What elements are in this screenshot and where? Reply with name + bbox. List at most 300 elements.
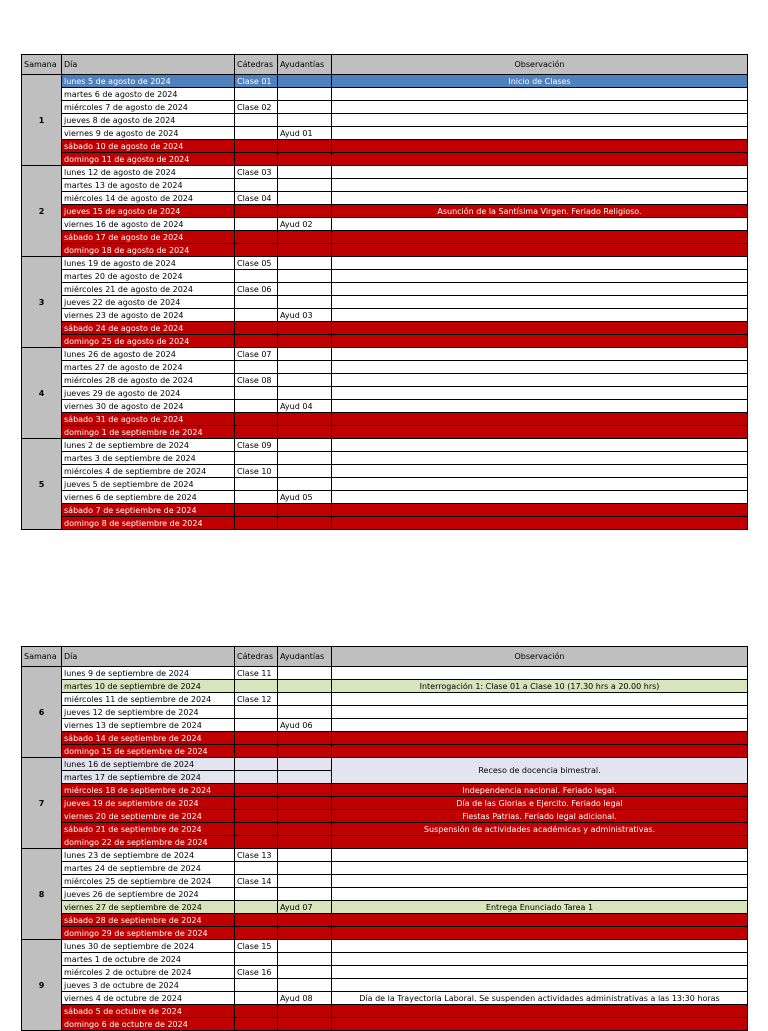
ayudantia-cell bbox=[278, 153, 332, 166]
catedra-cell: Clase 15 bbox=[235, 940, 278, 953]
ayudantia-cell: Ayud 08 bbox=[278, 992, 332, 1005]
day-cell: miércoles 14 de agosto de 2024 bbox=[62, 192, 235, 205]
day-cell: miércoles 25 de septiembre de 2024 bbox=[62, 875, 235, 888]
day-cell: lunes 12 de agosto de 2024 bbox=[62, 166, 235, 179]
observacion-cell bbox=[332, 478, 748, 491]
ayudantia-cell bbox=[278, 231, 332, 244]
ayudantia-cell bbox=[278, 680, 332, 693]
ayudantia-cell bbox=[278, 1018, 332, 1031]
day-cell: jueves 15 de agosto de 2024 bbox=[62, 205, 235, 218]
observacion-cell bbox=[332, 836, 748, 849]
day-cell: sábado 31 de agosto de 2024 bbox=[62, 413, 235, 426]
table-row bbox=[22, 114, 748, 127]
catedra-cell bbox=[235, 140, 278, 153]
observacion-cell bbox=[332, 719, 748, 732]
table-row bbox=[22, 758, 748, 771]
observacion-cell bbox=[332, 387, 748, 400]
table-row bbox=[22, 153, 748, 166]
observacion-cell bbox=[332, 927, 748, 940]
catedra-cell bbox=[235, 335, 278, 348]
catedra-cell bbox=[235, 836, 278, 849]
observacion-cell bbox=[332, 504, 748, 517]
day-cell: miércoles 21 de agosto de 2024 bbox=[62, 283, 235, 296]
ayudantia-cell bbox=[278, 283, 332, 296]
observacion-cell bbox=[332, 231, 748, 244]
catedra-cell bbox=[235, 504, 278, 517]
ayudantia-cell bbox=[278, 322, 332, 335]
table-row bbox=[22, 439, 748, 452]
table-row bbox=[22, 966, 748, 979]
catedra-cell bbox=[235, 153, 278, 166]
day-cell: domingo 18 de agosto de 2024 bbox=[62, 244, 235, 257]
catedra-cell: Clase 03 bbox=[235, 166, 278, 179]
catedra-cell bbox=[235, 231, 278, 244]
ayudantia-cell bbox=[278, 335, 332, 348]
catedra-cell bbox=[235, 179, 278, 192]
observacion-cell bbox=[332, 257, 748, 270]
ayudantia-cell bbox=[278, 797, 332, 810]
ayudantia-cell bbox=[278, 257, 332, 270]
ayudantia-cell bbox=[278, 348, 332, 361]
catedra-cell bbox=[235, 732, 278, 745]
ayudantia-cell bbox=[278, 478, 332, 491]
catedra-cell bbox=[235, 114, 278, 127]
header-semana: Samana bbox=[22, 647, 62, 667]
day-cell: martes 1 de octubre de 2024 bbox=[62, 953, 235, 966]
table-row bbox=[22, 426, 748, 439]
observacion-cell bbox=[332, 400, 748, 413]
table-row bbox=[22, 335, 748, 348]
ayudantia-cell bbox=[278, 270, 332, 283]
header-catedras: Cátedras bbox=[235, 647, 278, 667]
day-cell: lunes 30 de septiembre de 2024 bbox=[62, 940, 235, 953]
ayudantia-cell bbox=[278, 517, 332, 530]
table-row bbox=[22, 348, 748, 361]
observacion-cell bbox=[332, 439, 748, 452]
table-row bbox=[22, 231, 748, 244]
ayudantia-cell bbox=[278, 452, 332, 465]
day-cell: jueves 22 de agosto de 2024 bbox=[62, 296, 235, 309]
ayudantia-cell bbox=[278, 140, 332, 153]
observacion-cell: Asunción de la Santísima Virgen. Feriado Religioso. bbox=[332, 205, 748, 218]
observacion-cell bbox=[332, 966, 748, 979]
header-row bbox=[22, 55, 748, 75]
catedra-cell bbox=[235, 88, 278, 101]
observacion-cell bbox=[332, 693, 748, 706]
day-cell: jueves 26 de septiembre de 2024 bbox=[62, 888, 235, 901]
day-cell: martes 24 de septiembre de 2024 bbox=[62, 862, 235, 875]
day-cell: miércoles 28 de agosto de 2024 bbox=[62, 374, 235, 387]
table-row bbox=[22, 784, 748, 797]
table-row bbox=[22, 88, 748, 101]
observacion-cell bbox=[332, 888, 748, 901]
table-row bbox=[22, 491, 748, 504]
day-cell: lunes 19 de agosto de 2024 bbox=[62, 257, 235, 270]
table-row bbox=[22, 849, 748, 862]
header-semana: Samana bbox=[22, 55, 62, 75]
catedra-cell bbox=[235, 979, 278, 992]
table-row bbox=[22, 862, 748, 875]
catedra-cell bbox=[235, 205, 278, 218]
ayudantia-cell bbox=[278, 875, 332, 888]
day-cell: jueves 3 de octubre de 2024 bbox=[62, 979, 235, 992]
catedra-cell: Clase 14 bbox=[235, 875, 278, 888]
ayudantia-cell bbox=[278, 244, 332, 257]
catedra-cell bbox=[235, 127, 278, 140]
day-cell: domingo 22 de septiembre de 2024 bbox=[62, 836, 235, 849]
catedra-cell: Clase 11 bbox=[235, 667, 278, 680]
ayudantia-cell bbox=[278, 849, 332, 862]
table-row bbox=[22, 927, 748, 940]
table-row bbox=[22, 992, 748, 1005]
table-row bbox=[22, 836, 748, 849]
week-number: 4 bbox=[22, 348, 62, 439]
day-cell: lunes 5 de agosto de 2024 bbox=[62, 75, 235, 88]
table-row bbox=[22, 797, 748, 810]
catedra-cell bbox=[235, 823, 278, 836]
table-row bbox=[22, 452, 748, 465]
catedra-cell bbox=[235, 758, 278, 771]
day-cell: jueves 8 de agosto de 2024 bbox=[62, 114, 235, 127]
catedra-cell bbox=[235, 927, 278, 940]
observacion-cell bbox=[332, 979, 748, 992]
ayudantia-cell bbox=[278, 361, 332, 374]
catedra-cell bbox=[235, 452, 278, 465]
day-cell: viernes 6 de septiembre de 2024 bbox=[62, 491, 235, 504]
catedra-cell bbox=[235, 309, 278, 322]
table-row bbox=[22, 1005, 748, 1018]
catedra-cell bbox=[235, 426, 278, 439]
catedra-cell: Clase 02 bbox=[235, 101, 278, 114]
day-cell: martes 3 de septiembre de 2024 bbox=[62, 452, 235, 465]
day-cell: miércoles 2 de octubre de 2024 bbox=[62, 966, 235, 979]
observacion-cell bbox=[332, 491, 748, 504]
day-cell: domingo 25 de agosto de 2024 bbox=[62, 335, 235, 348]
catedra-cell: Clase 06 bbox=[235, 283, 278, 296]
observacion-cell bbox=[332, 875, 748, 888]
observacion-cell bbox=[332, 309, 748, 322]
catedra-cell bbox=[235, 797, 278, 810]
catedra-cell: Clase 05 bbox=[235, 257, 278, 270]
observacion-cell: Independencia nacional. Feriado legal. bbox=[332, 784, 748, 797]
catedra-cell bbox=[235, 387, 278, 400]
day-cell: martes 13 de agosto de 2024 bbox=[62, 179, 235, 192]
table-row bbox=[22, 244, 748, 257]
observacion-cell bbox=[332, 452, 748, 465]
observacion-cell bbox=[332, 849, 748, 862]
ayudantia-cell bbox=[278, 771, 332, 784]
table-row bbox=[22, 693, 748, 706]
ayudantia-cell bbox=[278, 836, 332, 849]
catedra-cell: Clase 16 bbox=[235, 966, 278, 979]
observacion-cell bbox=[332, 335, 748, 348]
table-row bbox=[22, 1018, 748, 1031]
catedra-cell bbox=[235, 517, 278, 530]
table-row bbox=[22, 127, 748, 140]
table-row bbox=[22, 166, 748, 179]
table-row bbox=[22, 283, 748, 296]
observacion-cell: Inicio de Clases bbox=[332, 75, 748, 88]
day-cell: lunes 26 de agosto de 2024 bbox=[62, 348, 235, 361]
catedra-cell bbox=[235, 400, 278, 413]
catedra-cell: Clase 01 bbox=[235, 75, 278, 88]
day-cell: lunes 9 de septiembre de 2024 bbox=[62, 667, 235, 680]
catedra-cell: Clase 07 bbox=[235, 348, 278, 361]
table-row bbox=[22, 478, 748, 491]
table-row bbox=[22, 914, 748, 927]
catedra-cell: Clase 10 bbox=[235, 465, 278, 478]
catedra-cell: Clase 09 bbox=[235, 439, 278, 452]
day-cell: jueves 12 de septiembre de 2024 bbox=[62, 706, 235, 719]
catedra-cell: Clase 13 bbox=[235, 849, 278, 862]
table-row bbox=[22, 361, 748, 374]
observacion-cell bbox=[332, 914, 748, 927]
ayudantia-cell bbox=[278, 927, 332, 940]
observacion-cell bbox=[332, 296, 748, 309]
table-row bbox=[22, 101, 748, 114]
observacion-cell bbox=[332, 1018, 748, 1031]
observacion-cell bbox=[332, 88, 748, 101]
week-number: 9 bbox=[22, 940, 62, 1031]
header-dia: Día bbox=[62, 647, 235, 667]
ayudantia-cell: Ayud 04 bbox=[278, 400, 332, 413]
catedra-cell bbox=[235, 784, 278, 797]
catedra-cell bbox=[235, 296, 278, 309]
table-row bbox=[22, 257, 748, 270]
day-cell: domingo 15 de septiembre de 2024 bbox=[62, 745, 235, 758]
observacion-cell: Receso de docencia bimestral. bbox=[332, 758, 748, 784]
ayudantia-cell bbox=[278, 758, 332, 771]
day-cell: jueves 19 de septiembre de 2024 bbox=[62, 797, 235, 810]
observacion-cell bbox=[332, 667, 748, 680]
catedra-cell bbox=[235, 1005, 278, 1018]
catedra-cell bbox=[235, 270, 278, 283]
catedra-cell: Clase 04 bbox=[235, 192, 278, 205]
table-row bbox=[22, 953, 748, 966]
table-row bbox=[22, 75, 748, 88]
table-row bbox=[22, 745, 748, 758]
ayudantia-cell bbox=[278, 101, 332, 114]
catedra-cell bbox=[235, 745, 278, 758]
table-row bbox=[22, 322, 748, 335]
table-row bbox=[22, 270, 748, 283]
table-row bbox=[22, 218, 748, 231]
observacion-cell: Fiestas Patrias. Feriado legal adicional. bbox=[332, 810, 748, 823]
day-cell: jueves 29 de agosto de 2024 bbox=[62, 387, 235, 400]
ayudantia-cell: Ayud 01 bbox=[278, 127, 332, 140]
observacion-cell bbox=[332, 166, 748, 179]
observacion-cell bbox=[332, 114, 748, 127]
day-cell: viernes 16 de agosto de 2024 bbox=[62, 218, 235, 231]
day-cell: sábado 14 de septiembre de 2024 bbox=[62, 732, 235, 745]
day-cell: viernes 20 de septiembre de 2024 bbox=[62, 810, 235, 823]
observacion-cell bbox=[332, 745, 748, 758]
day-cell: sábado 21 de septiembre de 2024 bbox=[62, 823, 235, 836]
table-row bbox=[22, 719, 748, 732]
ayudantia-cell bbox=[278, 88, 332, 101]
day-cell: viernes 4 de octubre de 2024 bbox=[62, 992, 235, 1005]
ayudantia-cell bbox=[278, 504, 332, 517]
day-cell: viernes 9 de agosto de 2024 bbox=[62, 127, 235, 140]
day-cell: martes 27 de agosto de 2024 bbox=[62, 361, 235, 374]
day-cell: domingo 11 de agosto de 2024 bbox=[62, 153, 235, 166]
week-number: 8 bbox=[22, 849, 62, 940]
header-catedras: Cátedras bbox=[235, 55, 278, 75]
week-number: 3 bbox=[22, 257, 62, 348]
header-ayudantias: Ayudantías bbox=[278, 55, 332, 75]
observacion-cell: Interrogación 1: Clase 01 a Clase 10 (17.30 hrs a 20.00 hrs) bbox=[332, 680, 748, 693]
ayudantia-cell bbox=[278, 940, 332, 953]
day-cell: domingo 8 de septiembre de 2024 bbox=[62, 517, 235, 530]
observacion-cell bbox=[332, 465, 748, 478]
header-observacion: Observación bbox=[332, 647, 748, 667]
day-cell: domingo 6 de octubre de 2024 bbox=[62, 1018, 235, 1031]
table-row bbox=[22, 901, 748, 914]
ayudantia-cell bbox=[278, 862, 332, 875]
ayudantia-cell bbox=[278, 426, 332, 439]
day-cell: sábado 10 de agosto de 2024 bbox=[62, 140, 235, 153]
header-row bbox=[22, 647, 748, 667]
ayudantia-cell bbox=[278, 114, 332, 127]
week-number: 6 bbox=[22, 667, 62, 758]
table-row bbox=[22, 296, 748, 309]
day-cell: sábado 17 de agosto de 2024 bbox=[62, 231, 235, 244]
table-row bbox=[22, 875, 748, 888]
observacion-cell: Suspensión de actividades académicas y administrativas. bbox=[332, 823, 748, 836]
catedra-cell bbox=[235, 218, 278, 231]
catedra-cell bbox=[235, 810, 278, 823]
observacion-cell bbox=[332, 1005, 748, 1018]
day-cell: miércoles 18 de septiembre de 2024 bbox=[62, 784, 235, 797]
observacion-cell bbox=[332, 192, 748, 205]
observacion-cell bbox=[332, 374, 748, 387]
catedra-cell bbox=[235, 914, 278, 927]
calendar-table-2 bbox=[21, 646, 748, 1031]
table-row bbox=[22, 979, 748, 992]
catedra-cell bbox=[235, 706, 278, 719]
week-number: 7 bbox=[22, 758, 62, 849]
ayudantia-cell bbox=[278, 296, 332, 309]
table-row bbox=[22, 140, 748, 153]
day-cell: miércoles 4 de septiembre de 2024 bbox=[62, 465, 235, 478]
day-cell: miércoles 7 de agosto de 2024 bbox=[62, 101, 235, 114]
day-cell: viernes 30 de agosto de 2024 bbox=[62, 400, 235, 413]
observacion-cell bbox=[332, 348, 748, 361]
observacion-cell bbox=[332, 953, 748, 966]
table-row bbox=[22, 374, 748, 387]
table-row bbox=[22, 465, 748, 478]
table-row bbox=[22, 413, 748, 426]
day-cell: martes 6 de agosto de 2024 bbox=[62, 88, 235, 101]
catedra-cell bbox=[235, 478, 278, 491]
catedra-cell bbox=[235, 992, 278, 1005]
observacion-cell bbox=[332, 940, 748, 953]
ayudantia-cell: Ayud 02 bbox=[278, 218, 332, 231]
day-cell: sábado 28 de septiembre de 2024 bbox=[62, 914, 235, 927]
table-row bbox=[22, 504, 748, 517]
day-cell: martes 10 de septiembre de 2024 bbox=[62, 680, 235, 693]
observacion-cell bbox=[332, 706, 748, 719]
observacion-cell: Día de las Glorias e Ejercito. Feriado legal bbox=[332, 797, 748, 810]
header-observacion: Observación bbox=[332, 55, 748, 75]
header-ayudantias: Ayudantías bbox=[278, 647, 332, 667]
day-cell: viernes 27 de septiembre de 2024 bbox=[62, 901, 235, 914]
table-row bbox=[22, 888, 748, 901]
observacion-cell: Día de la Trayectoria Laboral. Se suspenden actividades administrativas a las 13:30 horas bbox=[332, 992, 748, 1005]
observacion-cell bbox=[332, 322, 748, 335]
table-row bbox=[22, 309, 748, 322]
ayudantia-cell bbox=[278, 979, 332, 992]
observacion-cell bbox=[332, 101, 748, 114]
catedra-cell bbox=[235, 491, 278, 504]
ayudantia-cell bbox=[278, 784, 332, 797]
ayudantia-cell bbox=[278, 75, 332, 88]
observacion-cell bbox=[332, 517, 748, 530]
observacion-cell bbox=[332, 179, 748, 192]
day-cell: jueves 5 de septiembre de 2024 bbox=[62, 478, 235, 491]
table-row bbox=[22, 823, 748, 836]
observacion-cell bbox=[332, 270, 748, 283]
table-row bbox=[22, 667, 748, 680]
week-number: 5 bbox=[22, 439, 62, 530]
catedra-cell bbox=[235, 719, 278, 732]
week-number: 1 bbox=[22, 75, 62, 166]
day-cell: martes 20 de agosto de 2024 bbox=[62, 270, 235, 283]
table-row bbox=[22, 400, 748, 413]
table-row bbox=[22, 732, 748, 745]
observacion-cell bbox=[332, 140, 748, 153]
ayudantia-cell bbox=[278, 667, 332, 680]
catedra-cell bbox=[235, 901, 278, 914]
week-number: 2 bbox=[22, 166, 62, 257]
observacion-cell bbox=[332, 153, 748, 166]
observacion-cell bbox=[332, 413, 748, 426]
catedra-cell bbox=[235, 680, 278, 693]
ayudantia-cell bbox=[278, 953, 332, 966]
ayudantia-cell: Ayud 06 bbox=[278, 719, 332, 732]
ayudantia-cell bbox=[278, 693, 332, 706]
catedra-cell: Clase 08 bbox=[235, 374, 278, 387]
observacion-cell bbox=[332, 361, 748, 374]
day-cell: martes 17 de septiembre de 2024 bbox=[62, 771, 235, 784]
ayudantia-cell bbox=[278, 823, 332, 836]
ayudantia-cell bbox=[278, 166, 332, 179]
ayudantia-cell: Ayud 05 bbox=[278, 491, 332, 504]
day-cell: domingo 29 de septiembre de 2024 bbox=[62, 927, 235, 940]
observacion-cell bbox=[332, 244, 748, 257]
ayudantia-cell bbox=[278, 810, 332, 823]
table-row bbox=[22, 680, 748, 693]
day-cell: lunes 23 de septiembre de 2024 bbox=[62, 849, 235, 862]
ayudantia-cell bbox=[278, 732, 332, 745]
ayudantia-cell bbox=[278, 439, 332, 452]
ayudantia-cell bbox=[278, 465, 332, 478]
day-cell: miércoles 11 de septiembre de 2024 bbox=[62, 693, 235, 706]
ayudantia-cell bbox=[278, 745, 332, 758]
observacion-cell: Entrega Enunciado Tarea 1 bbox=[332, 901, 748, 914]
observacion-cell bbox=[332, 283, 748, 296]
ayudantia-cell bbox=[278, 966, 332, 979]
ayudantia-cell bbox=[278, 914, 332, 927]
catedra-cell: Clase 12 bbox=[235, 693, 278, 706]
catedra-cell bbox=[235, 1018, 278, 1031]
table-row bbox=[22, 810, 748, 823]
ayudantia-cell bbox=[278, 179, 332, 192]
ayudantia-cell bbox=[278, 1005, 332, 1018]
ayudantia-cell bbox=[278, 205, 332, 218]
table-row bbox=[22, 192, 748, 205]
catedra-cell bbox=[235, 244, 278, 257]
